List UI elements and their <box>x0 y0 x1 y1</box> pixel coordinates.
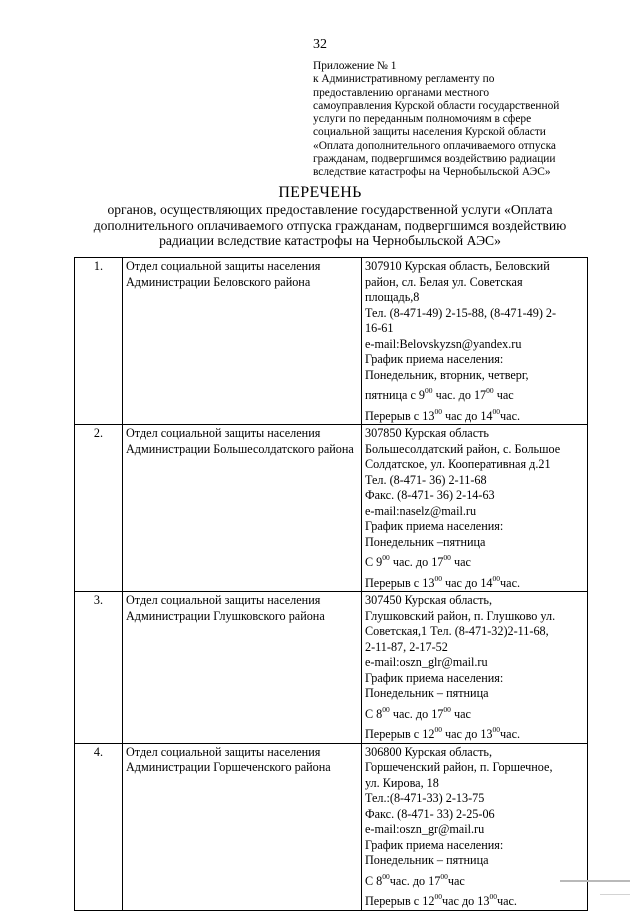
hours-start-minutes: 00 <box>382 871 390 881</box>
scan-artifact <box>560 880 630 882</box>
contact-line: Понедельник –пятница <box>365 534 486 549</box>
contact-details <box>362 258 588 425</box>
hours-suffix: час <box>493 388 514 402</box>
break-hours <box>365 571 584 592</box>
contact-line: Горшеченский район, п. Горшечное, <box>365 760 553 774</box>
contact-line: 307450 Курская область, <box>365 593 493 607</box>
hours-mid: час. до 17 <box>389 706 444 721</box>
break-end-minutes: 00 <box>492 725 501 734</box>
break-prefix: Перерыв с 13 <box>365 575 435 590</box>
break-hours <box>365 404 584 425</box>
organization-name: Отдел социальной защиты населения Администрации Беловского района <box>123 258 362 425</box>
hours-end-minutes: 00 <box>486 386 494 395</box>
appendix-line: к Административному регламенту по <box>313 73 495 86</box>
table-row <box>75 425 588 592</box>
break-mid: час до 13 <box>441 727 493 741</box>
contact-line: График приема населения: <box>365 837 504 852</box>
appendix-line: «Оплата дополнительного оплачиваемого отпуска <box>313 139 556 152</box>
contact-line: График приема населения: <box>365 352 504 366</box>
contact-line: район, сл. Белая ул. Советская <box>365 274 523 289</box>
organization-name: Отдел социальной защиты населения Администрации Горшеченского района <box>123 743 362 910</box>
contact-line: Тел.:(8-471-33) 2-13-75 <box>365 791 485 805</box>
contact-line: Солдатское, ул. Кооперативная д.21 <box>365 457 551 471</box>
row-number: 1. <box>75 258 123 425</box>
break-end-minutes: 00 <box>492 573 501 583</box>
hours-mid: час. до 17 <box>389 873 441 888</box>
reception-hours <box>365 550 584 571</box>
break-hours <box>365 722 584 743</box>
scan-artifact <box>600 894 630 895</box>
break-prefix: Перерыв с 13 <box>365 408 435 423</box>
contact-line: График приема населения: <box>365 519 504 533</box>
contact-line: ул. Кирова, 18 <box>365 775 439 790</box>
appendix-block <box>313 60 603 180</box>
contact-email: e-mail:oszn_gr@mail.ru <box>365 822 485 836</box>
contact-email: e-mail:Belovskyzsn@yandex.ru <box>365 336 522 351</box>
hours-end-minutes: 00 <box>440 871 448 881</box>
contact-line: График приема населения: <box>365 670 504 685</box>
hours-mid: час. до 17 <box>389 555 444 569</box>
hours-suffix: час <box>450 706 471 721</box>
hours-suffix: час <box>450 555 471 569</box>
break-mid: час до 14 <box>441 408 493 423</box>
organization-name: Отдел социальной защиты населения Администрации Большесолдатского района <box>123 425 362 592</box>
contact-line: 306800 Курская область, <box>365 744 493 759</box>
break-hours <box>365 889 584 910</box>
page-number: 32 <box>313 37 327 52</box>
hours-prefix: С 9 <box>365 555 383 569</box>
appendix-line: гражданам, подвергшимся воздействию радиации <box>313 153 556 166</box>
hours-end-minutes: 00 <box>443 553 451 562</box>
break-start-minutes: 00 <box>434 892 442 901</box>
break-mid: час до 14 <box>441 575 493 590</box>
break-suffix: час. <box>496 894 517 908</box>
subtitle-line: дополнительного оплачиваемого отпуска гражданам, подвергшимся воздействию <box>93 217 567 233</box>
hours-end-minutes: 00 <box>443 704 451 714</box>
contact-line: Понедельник – пятница <box>365 686 489 700</box>
contact-details <box>362 425 588 592</box>
contact-line: Понедельник – пятница <box>365 853 489 867</box>
row-number: 4. <box>75 743 123 910</box>
contact-line: Тел. (8-471-49) 2-15-88, (8-471-49) 2- <box>365 305 557 320</box>
contact-details <box>362 743 588 910</box>
subtitle-line: органов, осуществляющих предоставление государственной услуги «Оплата <box>107 202 553 217</box>
contact-line: 307850 Курская область <box>365 426 489 440</box>
table-row <box>75 258 588 425</box>
contact-details <box>362 592 588 744</box>
reception-hours <box>365 383 584 404</box>
contact-line: 16-61 <box>365 321 394 335</box>
contact-email: e-mail:naselz@mail.ru <box>365 503 477 518</box>
contact-line: Глушковский район, п. Глушково ул. <box>365 608 556 623</box>
reception-hours <box>365 869 584 890</box>
contact-line: 307910 Курская область, Беловский <box>365 259 550 273</box>
contact-line: Понедельник, вторник, четверг, <box>365 367 529 382</box>
appendix-line: вследствие катастрофы на Чернобыльской АЭС» <box>313 166 551 179</box>
break-start-minutes: 00 <box>434 573 442 583</box>
break-mid: час до 13 <box>441 894 490 908</box>
appendix-line: социальной защиты населения Курской области <box>313 126 546 139</box>
appendix-line: предоставлению органами местного <box>313 86 490 99</box>
break-suffix: час. <box>500 408 521 423</box>
organization-name: Отдел социальной защиты населения Администрации Глушковского района <box>123 592 362 744</box>
contact-line: площадь,8 <box>365 290 420 304</box>
subtitle-line: радиации вследствие катастрофы на Чернобыльской АЭС» <box>159 233 501 249</box>
hours-prefix: пятница с 9 <box>365 388 426 402</box>
break-end-minutes: 00 <box>492 406 501 416</box>
reception-hours <box>365 702 584 723</box>
organizations-table <box>74 257 588 911</box>
appendix-line: самоуправления Курской области государственной <box>313 99 560 112</box>
contact-line: Тел. (8-471- 36) 2-11-68 <box>365 472 487 487</box>
hours-prefix: С 8 <box>365 873 383 888</box>
hours-prefix: С 8 <box>365 706 383 721</box>
hours-start-minutes: 00 <box>382 553 390 562</box>
appendix-line: услуги по переданным полномочиям в сфере <box>313 113 532 126</box>
contact-email: e-mail:oszn_glr@mail.ru <box>365 655 488 669</box>
break-start-minutes: 00 <box>434 725 442 734</box>
break-start-minutes: 00 <box>434 406 442 416</box>
contact-line: 2-11-87, 2-17-52 <box>365 639 448 654</box>
document-title: ПЕРЕЧЕНЬ <box>278 184 362 201</box>
table-row <box>75 592 588 744</box>
contact-line: Факс. (8-471- 33) 2-25-06 <box>365 806 495 821</box>
table-row <box>75 743 588 910</box>
hours-start-minutes: 00 <box>425 386 433 395</box>
contact-line: Советская,1 Тел. (8-471-32)2-11-68, <box>365 624 549 638</box>
break-suffix: час. <box>500 575 521 590</box>
hours-suffix: час <box>447 873 465 888</box>
row-number: 2. <box>75 425 123 592</box>
break-end-minutes: 00 <box>489 892 497 901</box>
row-number: 3. <box>75 592 123 744</box>
break-suffix: час. <box>500 727 521 741</box>
document-subtitle <box>80 202 580 249</box>
contact-line: Факс. (8-471- 36) 2-14-63 <box>365 488 495 502</box>
hours-start-minutes: 00 <box>382 704 390 714</box>
hours-mid: час. до 17 <box>432 388 487 402</box>
contact-line: Большесолдатский район, с. Большое <box>365 441 561 456</box>
break-prefix: Перерыв с 12 <box>365 894 435 908</box>
break-prefix: Перерыв с 12 <box>365 727 435 741</box>
appendix-line: Приложение № 1 <box>313 60 397 72</box>
